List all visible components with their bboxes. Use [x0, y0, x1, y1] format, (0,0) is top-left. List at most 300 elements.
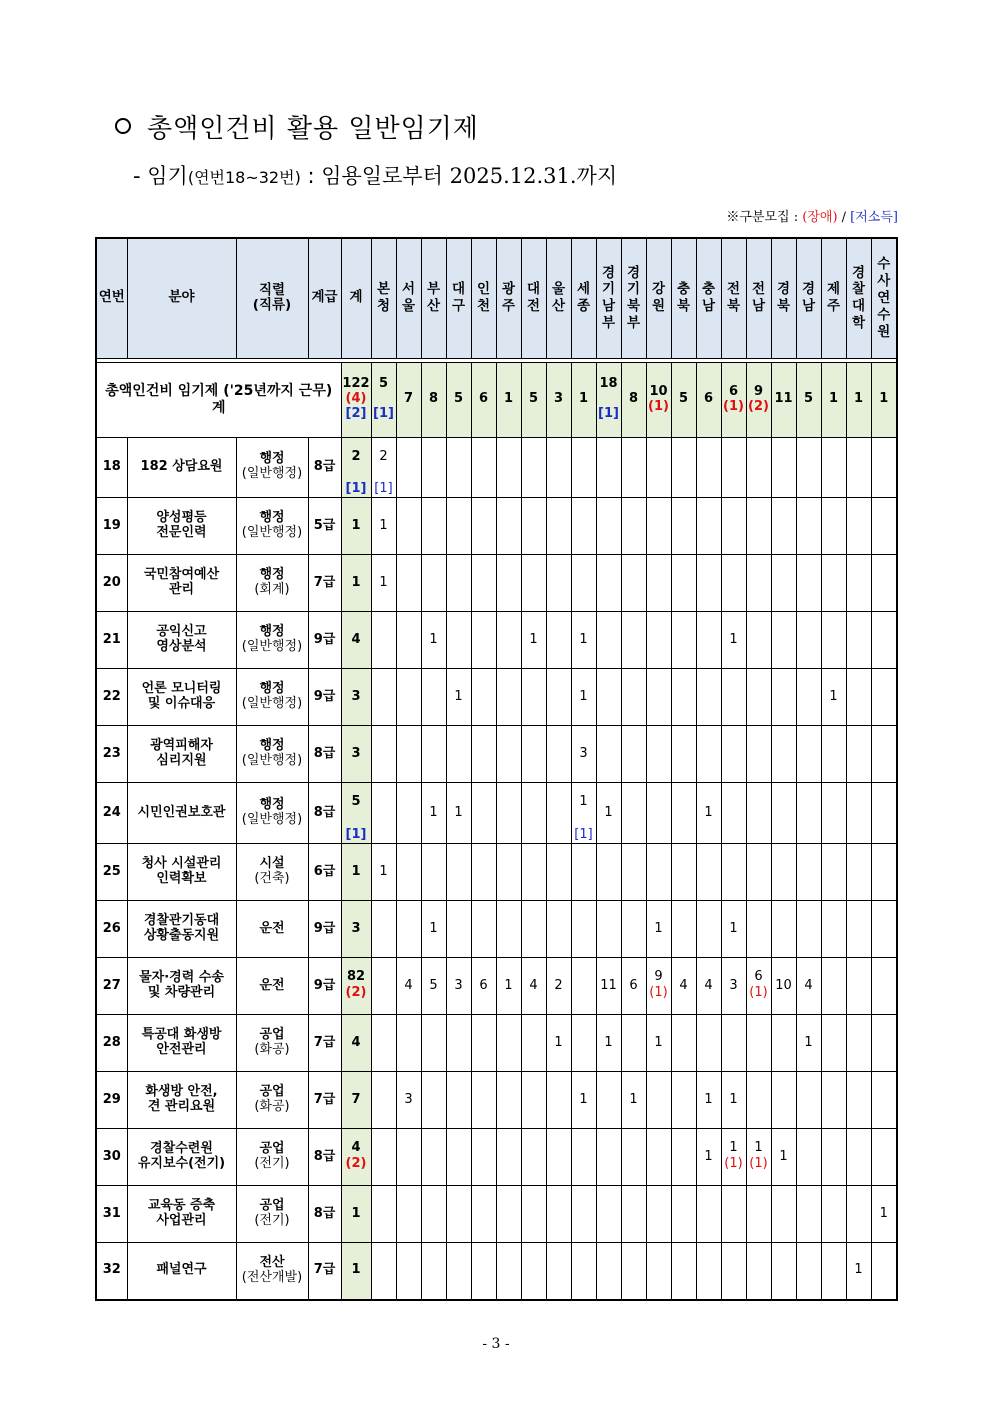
header-job: 직렬 (직류): [236, 238, 308, 358]
row-grade: 9급: [308, 669, 341, 726]
region-cell: [596, 1129, 621, 1186]
row-field: 청사 시설관리 인력확보: [127, 844, 236, 901]
region-cell: [846, 1015, 871, 1072]
table-row: [96, 958, 897, 1015]
region-value-line: 1: [654, 920, 663, 936]
region-cell: [746, 1243, 771, 1300]
region-cell: [446, 437, 471, 498]
row-grade: 8급: [308, 783, 341, 844]
row-grade: 8급: [308, 1129, 341, 1186]
region-cell: [696, 901, 721, 958]
region-cell: [446, 1243, 471, 1300]
region-cell: [796, 726, 821, 783]
region-cell: [471, 783, 496, 844]
row-job-series: 공업: [259, 1084, 285, 1100]
row-total: [341, 1072, 371, 1129]
region-cell: [446, 726, 471, 783]
region-cell: [596, 844, 621, 901]
row-total-line: 4: [351, 1034, 361, 1050]
header-region: [846, 238, 871, 358]
region-value-line: 1: [829, 688, 838, 704]
row-job-class: (전산개발): [241, 1269, 303, 1285]
region-value-line: 5: [429, 977, 438, 993]
region-cell: [846, 1243, 871, 1300]
row-total: [341, 1186, 371, 1243]
region-cell: [671, 901, 696, 958]
header-region: [721, 238, 746, 358]
region-cell: [521, 1015, 546, 1072]
row-number: 18: [96, 437, 127, 498]
summary-value-line: 10: [649, 383, 668, 399]
region-cell: [596, 1243, 621, 1300]
region-cell: [871, 437, 897, 498]
summary-value-line: (2): [748, 398, 769, 414]
row-field: 패널연구: [127, 1243, 236, 1300]
row-grade: 7급: [308, 1072, 341, 1129]
region-cell: [446, 1186, 471, 1243]
row-total-line: [1]: [345, 826, 367, 842]
row-total-line: 1: [351, 1205, 361, 1221]
row-total: [341, 498, 371, 555]
region-value-line: 1: [604, 804, 613, 820]
region-cell: [646, 1072, 671, 1129]
region-cell: [471, 437, 496, 498]
region-value-line: 1: [729, 1091, 738, 1107]
region-cell: [471, 901, 496, 958]
region-cell: [821, 612, 846, 669]
table-row: [96, 437, 897, 498]
header-region-label: 광주: [501, 281, 516, 315]
region-cell: [371, 844, 396, 901]
row-total: [341, 901, 371, 958]
region-cell: [621, 498, 646, 555]
header-total: 계: [341, 238, 371, 358]
header-region: [696, 238, 721, 358]
region-cell: [721, 1186, 746, 1243]
region-cell: [771, 1243, 796, 1300]
region-value-line: 1: [779, 1148, 788, 1164]
region-cell: [871, 1015, 897, 1072]
legend-note: [726, 206, 898, 225]
region-cell: [721, 498, 746, 555]
row-total-line: (2): [345, 985, 367, 1001]
row-field: 물자·경력 수송 및 차량관리: [127, 958, 236, 1015]
region-cell: [821, 901, 846, 958]
table-row: [96, 1015, 897, 1072]
region-cell: [371, 1015, 396, 1072]
region-cell: [546, 1015, 571, 1072]
region-cell: [446, 783, 471, 844]
region-cell: [821, 1072, 846, 1129]
region-cell: [671, 1015, 696, 1072]
row-total: [341, 1243, 371, 1300]
header-region-label: 경기남부: [601, 264, 616, 332]
region-cell: [521, 1072, 546, 1129]
region-cell: [421, 669, 446, 726]
summary-region-cell: [571, 362, 596, 437]
region-cell: [671, 612, 696, 669]
region-cell: [396, 612, 421, 669]
region-cell: [396, 1186, 421, 1243]
region-value-line: 1: [429, 631, 438, 647]
row-total: [341, 612, 371, 669]
row-total-line: 1: [351, 574, 361, 590]
region-cell: [821, 1243, 846, 1300]
region-cell: [771, 1015, 796, 1072]
region-cell: [546, 844, 571, 901]
region-value-line: 1: [379, 574, 388, 590]
region-cell: [371, 901, 396, 958]
region-cell: [871, 498, 897, 555]
region-cell: [621, 669, 646, 726]
region-value-line: 4: [704, 977, 713, 993]
region-cell: [496, 844, 521, 901]
summary-total-line: (4): [345, 391, 367, 407]
row-grade: 6급: [308, 844, 341, 901]
region-cell: [696, 1072, 721, 1129]
summary-value-line: [597, 392, 621, 407]
region-cell: [796, 437, 821, 498]
header-region: [371, 238, 396, 358]
row-job-class: (일반행정): [241, 696, 303, 712]
summary-region-cell: [371, 362, 396, 437]
row-job-series: 행정: [259, 624, 285, 640]
region-cell: [396, 1129, 421, 1186]
summary-total-line: 122: [342, 376, 370, 392]
title-text: 총액인건비 활용 일반임기제: [147, 114, 479, 144]
region-cell: [571, 1072, 596, 1129]
region-cell: [846, 1129, 871, 1186]
row-total: [341, 437, 371, 498]
header-region: [821, 238, 846, 358]
region-cell: [721, 844, 746, 901]
region-value-line: 1: [654, 1034, 663, 1050]
region-cell: [771, 1129, 796, 1186]
summary-region-cell: [671, 362, 696, 437]
summary-label: 총액인건비 임기제 ('25년까지 근무) 계: [96, 362, 341, 437]
summary-region-cell: [621, 362, 646, 437]
summary-region-cell: [596, 362, 621, 437]
region-cell: [671, 844, 696, 901]
region-value-line: 1: [604, 1034, 613, 1050]
row-job-series: 행정: [259, 510, 285, 526]
row-job: [236, 498, 308, 555]
subtitle-prefix: - 임기: [133, 164, 188, 188]
region-cell: [396, 1243, 421, 1300]
region-cell: [846, 901, 871, 958]
row-job-class: (회계): [254, 582, 290, 598]
region-cell: [621, 1015, 646, 1072]
summary-region-cell: [471, 362, 496, 437]
region-cell: [596, 612, 621, 669]
region-cell: [771, 555, 796, 612]
region-cell: [596, 1186, 621, 1243]
region-cell: [421, 1243, 446, 1300]
page-number: - 3 -: [482, 1336, 510, 1352]
region-value-line: 3: [579, 745, 588, 761]
region-value-line: 1: [754, 1140, 763, 1155]
row-job: [236, 1015, 308, 1072]
row-number: 19: [96, 498, 127, 555]
header-region: [596, 238, 621, 358]
row-job: [236, 1243, 308, 1300]
region-cell: [521, 1129, 546, 1186]
region-value-line: 1: [704, 804, 713, 820]
row-field: 양성평등 전문인력: [127, 498, 236, 555]
row-job: [236, 958, 308, 1015]
region-cell: [746, 783, 771, 844]
region-cell: [696, 1186, 721, 1243]
region-cell: [646, 555, 671, 612]
region-cell: [621, 555, 646, 612]
region-cell: [646, 669, 671, 726]
header-region: [671, 238, 696, 358]
region-cell: [671, 726, 696, 783]
region-cell: [671, 669, 696, 726]
header-region: [571, 238, 596, 358]
region-cell: [471, 1072, 496, 1129]
region-cell: [496, 1243, 521, 1300]
row-job-class: (전기): [254, 1213, 290, 1228]
row-job-series: 운전: [259, 920, 285, 936]
summary-value-line: 1: [503, 391, 514, 407]
row-field: 경찰수련원 유지보수(전기): [127, 1129, 236, 1186]
summary-value-line: 5: [528, 391, 539, 407]
summary-region-cell: [646, 362, 671, 437]
region-cell: [821, 958, 846, 1015]
region-cell: [546, 612, 571, 669]
region-cell: [871, 1186, 897, 1243]
region-cell: [596, 726, 621, 783]
region-cell: [396, 498, 421, 555]
table-row: [96, 726, 897, 783]
region-cell: [446, 1072, 471, 1129]
region-value-line: 1: [429, 920, 438, 936]
region-cell: [471, 958, 496, 1015]
row-number: 24: [96, 783, 127, 844]
region-cell: [846, 498, 871, 555]
summary-value-line: 9: [753, 383, 764, 399]
region-value-line: 1: [579, 631, 588, 647]
region-cell: [871, 901, 897, 958]
region-cell: [696, 555, 721, 612]
header-region: [471, 238, 496, 358]
region-cell: [546, 437, 571, 498]
region-cell: [421, 1072, 446, 1129]
region-cell: [371, 726, 396, 783]
row-job-class: (일반행정): [241, 753, 303, 769]
header-region-label: 경북: [776, 281, 791, 315]
region-cell: [471, 555, 496, 612]
region-cell: [796, 901, 821, 958]
header-region: [396, 238, 421, 358]
region-cell: [721, 555, 746, 612]
region-cell: [596, 555, 621, 612]
region-value-line: 6: [479, 977, 488, 993]
row-job: [236, 437, 308, 498]
row-total-line: 2: [351, 448, 361, 464]
row-job-series: 행정: [259, 451, 285, 467]
region-cell: [821, 1186, 846, 1243]
region-cell: [371, 437, 396, 498]
region-cell: [871, 1243, 897, 1300]
region-cell: [546, 1243, 571, 1300]
region-value-line: 1: [704, 1148, 713, 1164]
region-cell: [746, 612, 771, 669]
header-region: [796, 238, 821, 358]
summary-region-cell: [796, 362, 821, 437]
subtitle-rest: : 임용일로부터: [300, 164, 450, 188]
row-job: [236, 783, 308, 844]
region-cell: [496, 1015, 521, 1072]
region-cell: [596, 1015, 621, 1072]
region-cell: [496, 498, 521, 555]
row-job-series: 시설: [259, 856, 285, 872]
region-cell: [521, 1243, 546, 1300]
row-grade: 9급: [308, 958, 341, 1015]
region-cell: [371, 498, 396, 555]
summary-row: [96, 362, 897, 437]
row-number: 29: [96, 1072, 127, 1129]
region-cell: [571, 1186, 596, 1243]
region-cell: [721, 783, 746, 844]
row-job-class: (건축): [254, 871, 290, 886]
region-cell: [521, 612, 546, 669]
region-cell: [746, 1186, 771, 1243]
region-cell: [821, 1015, 846, 1072]
region-cell: [421, 901, 446, 958]
region-cell: [471, 1243, 496, 1300]
row-total-line: 4: [351, 1140, 361, 1155]
region-cell: [846, 669, 871, 726]
summary-total: [341, 362, 371, 437]
region-cell: [821, 783, 846, 844]
region-cell: [421, 783, 446, 844]
row-total-line: [1]: [345, 481, 367, 496]
header-region-label: 수사연수원: [877, 256, 891, 340]
row-number: 28: [96, 1015, 127, 1072]
region-cell: [496, 726, 521, 783]
region-cell: [396, 901, 421, 958]
summary-value-line: 11: [774, 391, 793, 407]
region-cell: [821, 555, 846, 612]
region-cell: [746, 1129, 771, 1186]
row-job: [236, 1129, 308, 1186]
region-cell: [521, 901, 546, 958]
table-row: [96, 1243, 897, 1300]
region-cell: [496, 958, 521, 1015]
region-cell: [596, 669, 621, 726]
row-number: 21: [96, 612, 127, 669]
region-cell: [871, 555, 897, 612]
region-value-line: 3: [404, 1091, 413, 1107]
region-value-line: 1: [879, 1205, 888, 1221]
region-cell: [796, 1243, 821, 1300]
row-job: [236, 1186, 308, 1243]
row-job: [236, 901, 308, 958]
summary-value-line: 8: [628, 391, 639, 407]
region-value-line: 1: [704, 1091, 713, 1107]
region-value-line: 4: [404, 977, 413, 993]
region-cell: [446, 844, 471, 901]
row-total: [341, 555, 371, 612]
region-value-line: 11: [600, 977, 617, 993]
legend-separator: /: [837, 210, 851, 225]
table-row: [96, 783, 897, 844]
row-field: 경찰관기동대 상황출동지원: [127, 901, 236, 958]
region-cell: [846, 958, 871, 1015]
region-cell: [471, 726, 496, 783]
header-region: [496, 238, 521, 358]
region-cell: [821, 669, 846, 726]
subtitle-date: 2025.12.31.까지: [449, 164, 618, 188]
row-job-series: 운전: [259, 977, 285, 993]
region-cell: [446, 958, 471, 1015]
region-value-line: [572, 811, 596, 827]
row-total-line: 4: [351, 631, 361, 647]
region-cell: [446, 555, 471, 612]
region-cell: [821, 437, 846, 498]
region-cell: [621, 612, 646, 669]
region-cell: [521, 726, 546, 783]
region-cell: [696, 1243, 721, 1300]
region-cell: [446, 612, 471, 669]
region-cell: [771, 612, 796, 669]
table-row: [96, 498, 897, 555]
region-cell: [596, 901, 621, 958]
region-cell: [646, 1243, 671, 1300]
region-cell: [471, 1129, 496, 1186]
header-region: [746, 238, 771, 358]
region-value-line: 3: [729, 977, 738, 993]
region-cell: [371, 555, 396, 612]
region-value-line: 1: [529, 631, 538, 647]
region-cell: [546, 498, 571, 555]
region-value-line: 6: [754, 969, 763, 984]
region-cell: [821, 726, 846, 783]
region-cell: [521, 783, 546, 844]
header-region: [546, 238, 571, 358]
region-cell: [671, 555, 696, 612]
row-field: 언론 모니터링 및 이슈대응: [127, 669, 236, 726]
region-cell: [621, 1129, 646, 1186]
row-grade: 7급: [308, 1243, 341, 1300]
region-cell: [421, 1186, 446, 1243]
region-cell: [446, 1129, 471, 1186]
region-cell: [871, 1072, 897, 1129]
row-total: [341, 726, 371, 783]
row-number: 20: [96, 555, 127, 612]
row-job-class: (일반행정): [241, 525, 303, 541]
region-cell: [521, 844, 546, 901]
region-value-line: 6: [629, 977, 638, 993]
row-job: [236, 669, 308, 726]
region-cell: [621, 1243, 646, 1300]
region-cell: [521, 958, 546, 1015]
region-cell: [571, 958, 596, 1015]
header-region-label: 경남: [801, 281, 816, 315]
region-cell: [646, 498, 671, 555]
summary-value-line: 3: [553, 391, 564, 407]
row-job-series: 공업: [259, 1198, 285, 1214]
region-cell: [496, 1072, 521, 1129]
summary-region-cell: [696, 362, 721, 437]
region-cell: [396, 726, 421, 783]
region-cell: [396, 844, 421, 901]
region-cell: [571, 1015, 596, 1072]
subtitle: [133, 160, 617, 190]
region-cell: [846, 1072, 871, 1129]
